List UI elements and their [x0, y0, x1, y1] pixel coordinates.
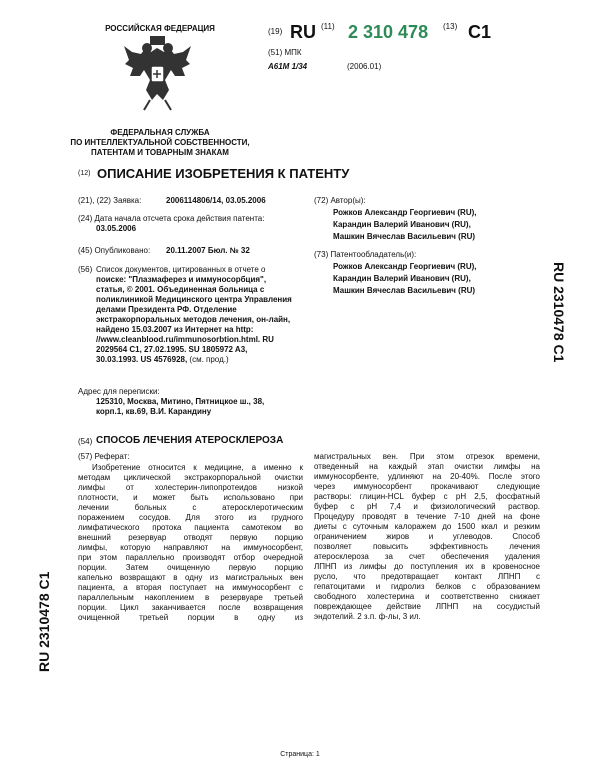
- owners-list: Рожков Александр Георгиевич (RU), Карандин Валерий Иванович (RU), Машкин Вячеслав Васильевич (RU): [333, 262, 477, 295]
- published-label: (45) Опубликовано:: [78, 246, 151, 255]
- patent-number: 2 310 478: [348, 22, 429, 42]
- published-value: 20.11.2007 Бюл. № 32: [166, 246, 250, 255]
- cited-references: (56) Список документов, цитированных в отчете о поиске: "Плазмаферез и иммуносорбция", статья, © 2001. Объединенная больница с поликлиникой Медицинского центра Управления делами Президента РФ. Отделение экстракорпоральных методов лечения, он-лайн, найдено 15.03.2007 из Интернет на http: //www.cleanblood.ru/immunosorbtion.html. RU 2029564 C1, 27.02.1995. SU 1805972 A3, 30.03.1993. US 4576928, (см. прод.): [78, 265, 292, 364]
- term-start-label: (24) Дата начала отсчета срока действия патента:: [78, 214, 265, 223]
- inid-54: (54): [78, 437, 93, 446]
- side-code-right: RU 2310478 C1: [551, 262, 567, 363]
- document-title: ОПИСАНИЕ ИЗОБРЕТЕНИЯ К ПАТЕНТУ: [97, 166, 350, 181]
- inid-19: (19): [268, 27, 283, 36]
- invention-title: СПОСОБ ЛЕЧЕНИЯ АТЕРОСКЛЕРОЗА: [96, 435, 284, 446]
- authors-label: (72) Автор(ы):: [314, 196, 366, 205]
- inid-51: (51) МПК: [268, 48, 302, 57]
- country-code: RU: [290, 22, 316, 42]
- address-value: 125310, Москва, Митино, Пятницкое ш., 38, корп.1, кв.69, В.И. Карандину: [96, 397, 265, 416]
- application-label: (21), (22) Заявка:: [78, 196, 142, 205]
- application-value: 2006114806/14, 03.05.2006: [166, 196, 266, 205]
- abstract-right-column: магистральных вен. При этом отрезок времени, отведенный на каждый этап очистки лимфы на иммуносорбенте, удлиняют на 20-40%. После этого через иммуносорбент прокачивают следующие растворы: глицин-HCL буфер с pH 2,5, фосфатный буфер с pH 7,4 и физиологический раствор. Процедуру проводят в течение 7-10 дней на фоне диеты с суточным калоражем до 1500 ккал и резким ограничением жиров и углеводов. Способ позволяет повысить эффективность лечения атеросклероза за счет обеспечения удаления ЛПНП из лимфы до поступления их в кровеносное русло, что предотвращает контакт ЛПНП с гепатоцитами и гидролиз белков с образованием свободного холестерина и соответственно снижает повреждающее действие ЛПНП на сосудистый эндотелий. 2 з.п. ф-лы, 3 ил.: [314, 452, 540, 621]
- inid-11: (11): [321, 22, 335, 31]
- authors-list: Рожков Александр Георгиевич (RU), Карандин Валерий Иванович (RU), Машкин Вячеслав Васильевич (RU): [333, 208, 477, 241]
- emblem-logo: [120, 30, 195, 115]
- kind-code: C1: [468, 22, 492, 42]
- page-number: Страница: 1: [280, 751, 320, 758]
- agency-name: ФЕДЕРАЛЬНАЯ СЛУЖБА ПО ИНТЕЛЛЕКТУАЛЬНОЙ СОБСТВЕННОСТИ, ПАТЕНТАМ И ТОВАРНЫМ ЗНАКАМ: [70, 128, 250, 157]
- address-label: Адрес для переписки:: [78, 387, 160, 396]
- double-headed-eagle-icon: [120, 30, 195, 115]
- inid-13: (13): [443, 22, 458, 31]
- owners-label: (73) Патентообладатель(и):: [314, 250, 417, 259]
- inid-12: (12): [78, 170, 91, 177]
- side-code-left: RU 2310478 C1: [36, 571, 52, 672]
- abstract-left-column: Изобретение относится к медицине, а именно к методам циклической экстракорпоральной очистки лимфы от холестерин-липопротеидов низкой плотности, и может быть использовано при лечении больных с атеросклеротическим поражением сосудов. Для этого из грудного лимфатического протока пациента самотеком во внешний резервуар отводят первую порцию лимфы, которую направляют на иммуносорбент, при этом параллельно производят отбор очередной порции. Затем очищенную первую порцию капельно возвращают в одну из магистральных вен пациента, а вторая поступает на иммуносорбент с параллельным накоплением в резервуаре третьей порции. Цикл заканчивается после возвращения очищенной третьей порции в одну из: [78, 463, 303, 622]
- abstract-label: (57) Реферат:: [78, 452, 130, 461]
- ipc-class: A61M 1/34: [268, 62, 308, 71]
- term-start-value: 03.05.2006: [96, 224, 137, 233]
- ipc-year: (2006.01): [347, 62, 382, 71]
- country-name: РОССИЙСКАЯ ФЕДЕРАЦИЯ: [105, 24, 215, 33]
